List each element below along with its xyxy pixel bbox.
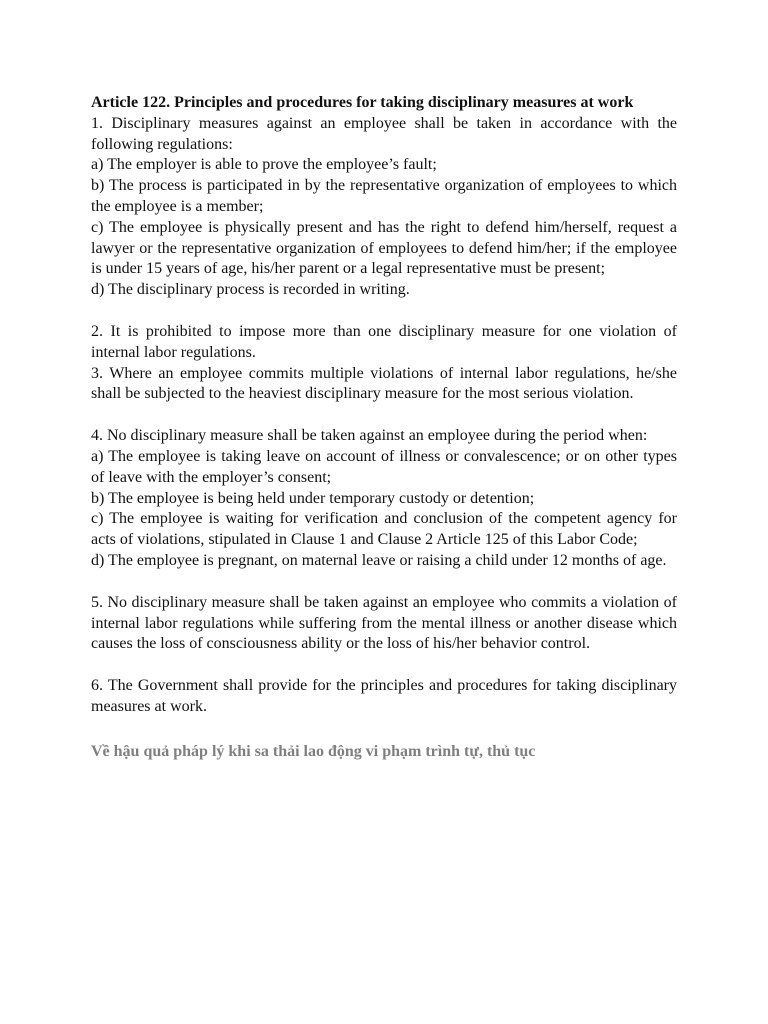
section-subheading: Về hậu quả pháp lý khi sa thải lao động vi phạm trình tự, thủ tục [91, 742, 536, 760]
paragraph-gap [91, 572, 677, 593]
clause-4-item-c: c) The employee is waiting for verification and conclusion of the competent agency for acts of violations, stipulated in Clause 1 and Clause 2 Article 125 of this Labor Code; [91, 510, 677, 549]
clause-4-item-d: d) The employee is pregnant, on maternal leave or raising a child under 12 months of age. [91, 551, 667, 569]
clause-1-intro: 1. Disciplinary measures against an employee shall be taken in accordance with the following regulations: [91, 114, 677, 153]
clause-3: 3. Where an employee commits multiple violations of internal labor regulations, he/she shall be subjected to the heaviest disciplinary measure for the most serious violation. [91, 364, 677, 403]
clause-4-item-b: b) The employee is being held under temporary custody or detention; [91, 489, 535, 507]
clause-5: 5. No disciplinary measure shall be taken against an employee who commits a violation of internal labor regulations while suffering from the mental illness or another disease which causes the loss of consciousness ability or the loss of his/her behavior control. [91, 593, 677, 653]
clause-2: 2. It is prohibited to impose more than one disciplinary measure for one violation of internal labor regulations. [91, 322, 677, 361]
clause-1-item-c: c) The employee is physically present and has the right to defend him/herself, request a lawyer or the representative organization of employees to defend him/her; if the employee is under 15 years of age, his/her parent or a legal representative must be present; [91, 218, 677, 278]
clause-1-item-b: b) The process is participated in by the representative organization of employees to which the employee is a member; [91, 177, 677, 215]
clause-4-item-a: a) The employee is taking leave on account of illness or convalescence; or on other types of leave with the employer’s consent; [91, 447, 677, 486]
paragraph-gap [91, 301, 677, 322]
clause-1-item-a: a) The employer is able to prove the employee’s fault; [91, 156, 437, 174]
paragraph-gap [91, 655, 677, 676]
clause-1-item-d: d) The disciplinary process is recorded in writing. [91, 281, 410, 299]
article-title: Article 122. Principles and procedures for taking disciplinary measures at work [91, 94, 634, 111]
clause-4-intro: 4. No disciplinary measure shall be taken against an employee during the period when: [91, 427, 648, 445]
clause-6: 6. The Government shall provide for the principles and procedures for taking disciplinary measures at work. [91, 677, 677, 715]
paragraph-gap [91, 405, 677, 426]
document-page [91, 93, 677, 763]
